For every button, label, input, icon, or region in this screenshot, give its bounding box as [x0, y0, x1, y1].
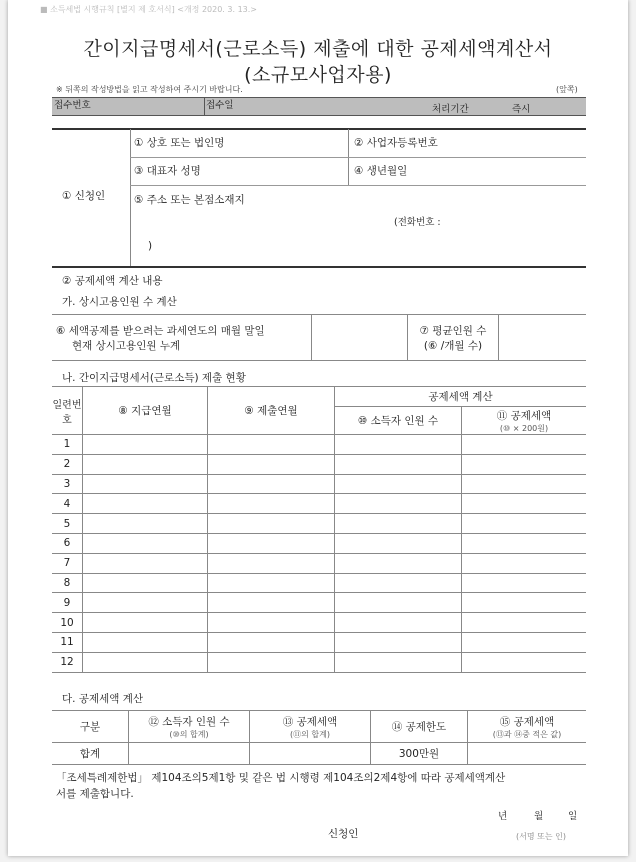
- row-submit-month: [208, 454, 335, 474]
- receipt-date-label: 접수일: [206, 100, 234, 111]
- table-row: [52, 494, 586, 514]
- credit-header-text: ⑪ 공제세액: [496, 409, 552, 422]
- summary-limit-value: 300만원: [371, 743, 468, 765]
- phone-field: (전화번호 :: [394, 217, 441, 228]
- row-submit-month: [208, 613, 335, 633]
- processing-period-value: 즉시: [512, 104, 531, 115]
- row-submit-month: [208, 435, 335, 455]
- row-serial: 11: [52, 632, 83, 652]
- earners-header: ⑩ 소득자 인원 수: [335, 407, 462, 435]
- row-pay-month: [83, 652, 208, 672]
- row-serial: 6: [52, 533, 83, 553]
- serial-header: [52, 387, 83, 435]
- row-serial: 1: [52, 435, 83, 455]
- credit-header: [462, 407, 587, 435]
- row-serial: 12: [52, 652, 83, 672]
- summary-credit-header: [250, 711, 371, 743]
- declaration-line-1: 「조세특례제한법」 제104조의5제1항 및 같은 법 시행령 제104조의2제4항에 따라 공제세액계산: [56, 772, 506, 784]
- summary-final-header: [468, 711, 587, 743]
- applicant-top-border: [52, 128, 586, 130]
- summary-earners-text: ⑫ 소득자 인원 수: [148, 715, 230, 728]
- row-earners: [335, 573, 462, 593]
- row-earners: [335, 435, 462, 455]
- row-pay-month: [83, 435, 208, 455]
- date-day-label: 일: [568, 811, 578, 822]
- summary-credit-value: [250, 743, 371, 765]
- table-row: [52, 652, 586, 672]
- row-submit-month: [208, 652, 335, 672]
- row-pay-month: [83, 533, 208, 553]
- summary-earners-value: [129, 743, 250, 765]
- average-headcount-label: [408, 315, 499, 361]
- page-side-label: (앞쪽): [556, 85, 578, 94]
- row-credit: [462, 652, 587, 672]
- row-submit-month: [208, 573, 335, 593]
- row-earners: [335, 514, 462, 534]
- address-field: ⑤ 주소 또는 본점소재지: [134, 194, 245, 206]
- average-headcount-label-1: ⑦ 평균인원 수: [419, 324, 487, 337]
- row-credit: [462, 593, 587, 613]
- summary-total-label: 합계: [52, 743, 129, 765]
- row-earners: [335, 593, 462, 613]
- row-submit-month: [208, 593, 335, 613]
- row-submit-month: [208, 632, 335, 652]
- row-credit: [462, 613, 587, 633]
- monthly-headcount-label-1: ⑥ 세액공제를 받으려는 과세연도의 매월 말일: [56, 324, 265, 337]
- row-earners: [335, 553, 462, 573]
- row-pay-month: [83, 514, 208, 534]
- row-pay-month: [83, 613, 208, 633]
- row-pay-month: [83, 593, 208, 613]
- receipt-divider: [204, 97, 205, 115]
- row-submit-month: [208, 553, 335, 573]
- summary-earners-header: [129, 711, 250, 743]
- monthly-headcount-value: [312, 315, 408, 361]
- form-subtitle: (소규모사업자용): [244, 64, 392, 86]
- row-pay-month: [83, 454, 208, 474]
- birth-date-field: ④ 생년월일: [354, 165, 408, 177]
- row-serial: 2: [52, 454, 83, 474]
- row-pay-month: [83, 632, 208, 652]
- submission-table: [52, 386, 586, 673]
- average-headcount-label-2: (⑥ /개월 수): [423, 339, 483, 352]
- table-row: [52, 632, 586, 652]
- summary-credit-sub: (⑪의 합계): [290, 729, 330, 739]
- row-pay-month: [83, 474, 208, 494]
- company-name-field: ① 상호 또는 법인명: [134, 137, 225, 149]
- summary-final-sub: (⑬과 ⑭중 적은 값): [492, 729, 562, 739]
- row-pay-month: [83, 553, 208, 573]
- signature-note: (서명 또는 인): [516, 832, 566, 841]
- summary-credit-text: ⑬ 공제세액: [282, 715, 338, 728]
- row-submit-month: [208, 514, 335, 534]
- processing-period-label: 처리기간: [432, 104, 469, 115]
- signer-label: 신청인: [328, 828, 359, 840]
- row-submit-month: [208, 494, 335, 514]
- credit-header-sub: (⑩ × 200원): [499, 423, 549, 433]
- receipt-number-label: 접수번호: [54, 100, 91, 111]
- headcount-table: [52, 314, 586, 361]
- applicant-divider: [130, 129, 131, 266]
- row-credit: [462, 474, 587, 494]
- row-pay-month: [83, 573, 208, 593]
- row-earners: [335, 533, 462, 553]
- form-title: 간이지급명세서(근로소득) 제출에 대한 공제세액계산서: [83, 38, 553, 60]
- average-headcount-value: [499, 315, 587, 361]
- summary-earners-sub: (⑩의 합계): [169, 729, 209, 739]
- table-row: [52, 474, 586, 494]
- row-serial: 7: [52, 553, 83, 573]
- row-credit: [462, 454, 587, 474]
- row-credit: [462, 514, 587, 534]
- summary-final-value: [468, 743, 587, 765]
- part-a-title: 가. 상시고용인원 수 계산: [62, 296, 177, 308]
- table-row: [52, 514, 586, 534]
- row-credit: [462, 573, 587, 593]
- row-earners: [335, 613, 462, 633]
- pay-month-header: ⑧ 지급연월: [83, 387, 208, 435]
- row-serial: 5: [52, 514, 83, 534]
- row-serial: 9: [52, 593, 83, 613]
- row-earners: [335, 652, 462, 672]
- summary-final-text: ⑮ 공제세액: [499, 715, 555, 728]
- summary-limit-header: ⑭ 공제한도: [371, 711, 468, 743]
- part-b-title: 나. 간이지급명세서(근로소득) 제출 현황: [62, 372, 246, 384]
- notice-text: ※ 뒤쪽의 작성방법을 읽고 작성하여 주시기 바랍니다.: [56, 85, 243, 94]
- applicant-row-line: [130, 185, 586, 186]
- table-row: [52, 613, 586, 633]
- form-reference: ■ 소득세법 시행규칙 [별지 제 호서식] <개정 2020. 3. 13.>: [40, 5, 257, 14]
- applicant-label: ① 신청인: [62, 190, 106, 202]
- monthly-headcount-label-2: 현재 상시고용인원 누계: [72, 339, 181, 352]
- row-submit-month: [208, 474, 335, 494]
- applicant-bottom-border: [52, 266, 586, 268]
- row-earners: [335, 454, 462, 474]
- row-credit: [462, 553, 587, 573]
- row-pay-month: [83, 494, 208, 514]
- credit-summary-table: [52, 710, 586, 765]
- serial-header-text: 일련번호: [52, 399, 82, 426]
- date-year-label: 년: [498, 811, 508, 822]
- row-earners: [335, 474, 462, 494]
- credit-group-header: 공제세액 계산: [335, 387, 587, 407]
- row-serial: 4: [52, 494, 83, 514]
- table-row: [52, 553, 586, 573]
- summary-type-header: 구분: [52, 711, 129, 743]
- table-row: [52, 435, 586, 455]
- date-month-label: 월: [534, 811, 544, 822]
- submit-month-header: ⑨ 제출연월: [208, 387, 335, 435]
- table-row: [52, 593, 586, 613]
- row-earners: [335, 632, 462, 652]
- table-row: [52, 573, 586, 593]
- row-earners: [335, 494, 462, 514]
- table-row: [52, 533, 586, 553]
- row-serial: 8: [52, 573, 83, 593]
- row-serial: 10: [52, 613, 83, 633]
- row-serial: 3: [52, 474, 83, 494]
- monthly-headcount-label: [52, 315, 312, 361]
- declaration-line-2: 서를 제출합니다.: [56, 788, 134, 800]
- applicant-row-line: [130, 157, 586, 158]
- representative-field: ③ 대표자 성명: [134, 165, 201, 177]
- address-close-paren: ): [148, 240, 153, 252]
- row-credit: [462, 435, 587, 455]
- row-credit: [462, 632, 587, 652]
- table-row: [52, 454, 586, 474]
- row-credit: [462, 494, 587, 514]
- part-c-title: 다. 공제세액 계산: [62, 693, 144, 705]
- calc-section-title: ② 공제세액 계산 내용: [62, 275, 163, 287]
- receipt-bar: [52, 97, 586, 116]
- row-submit-month: [208, 533, 335, 553]
- row-credit: [462, 533, 587, 553]
- business-number-field: ② 사업자등록번호: [354, 137, 438, 149]
